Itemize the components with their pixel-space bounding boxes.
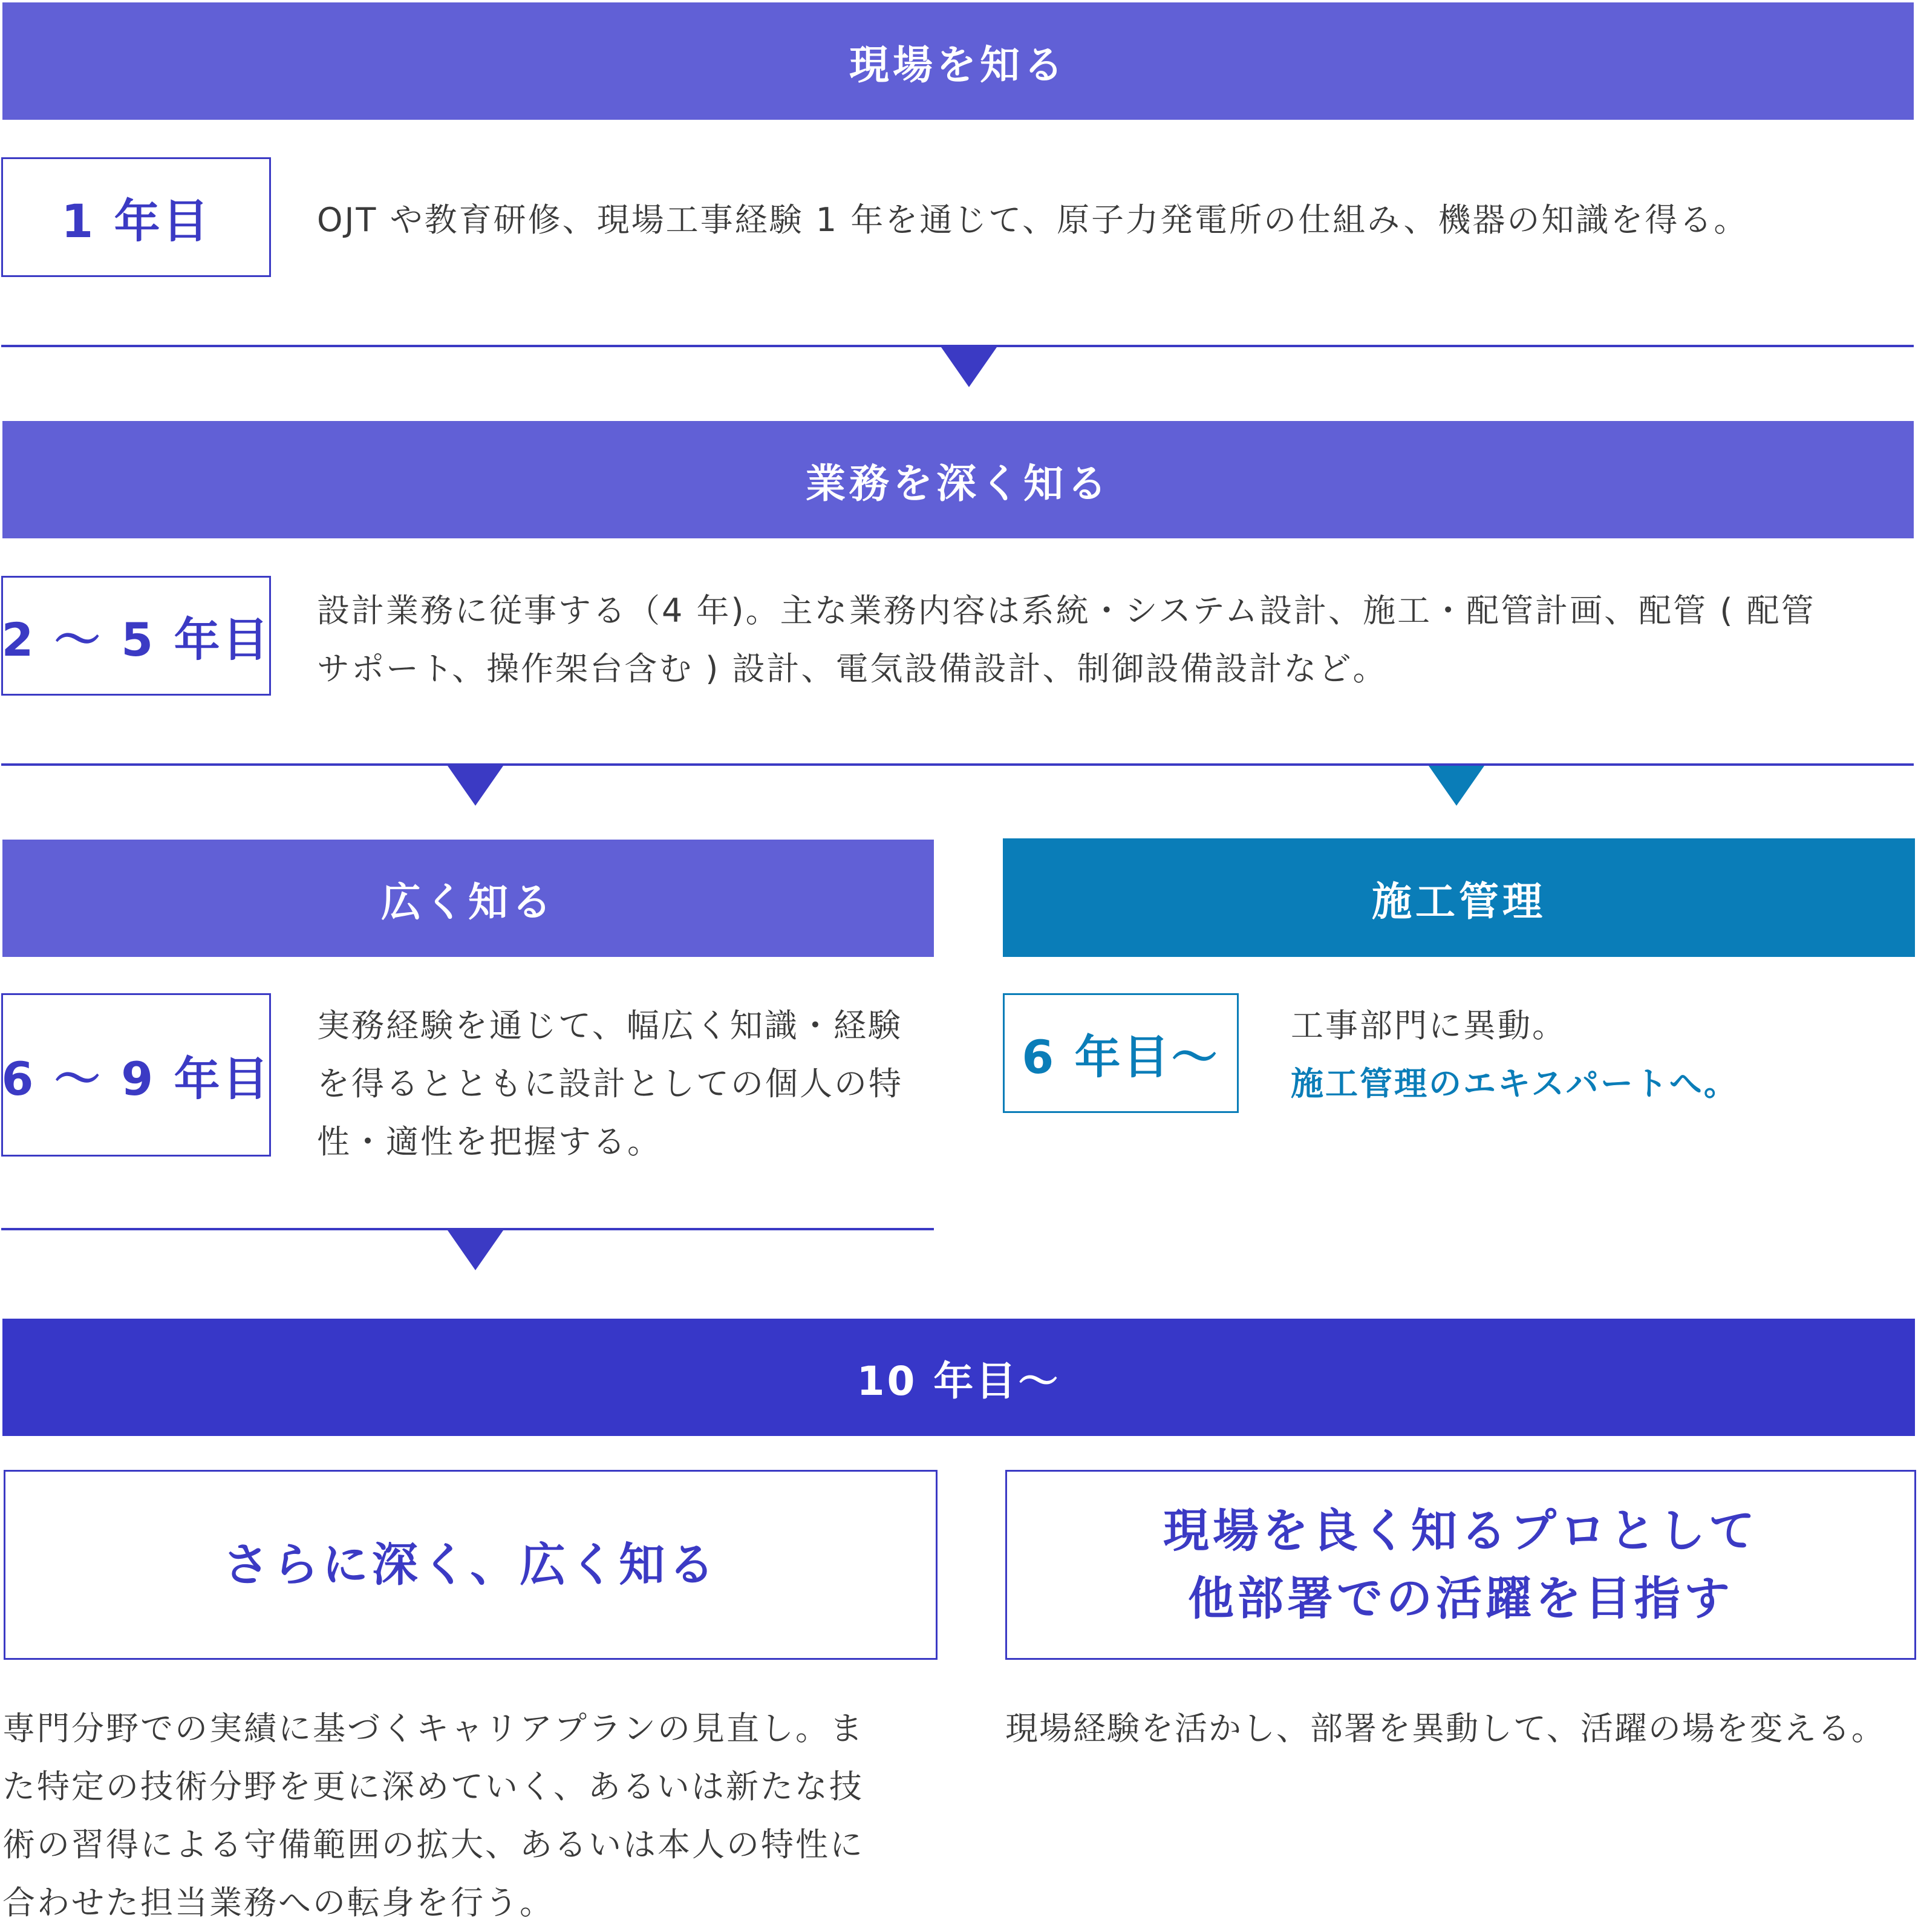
stage1-year: 1 年目 [61, 194, 211, 248]
stage4-left-desc-line4: 合わせた担当業務への転身を行う。 [2, 1884, 554, 1922]
stage2-title: 業務を深く知る [806, 460, 1111, 507]
stage4-right-description: 現場経験を活かし、部署を異動して、活躍の場を変える。 [1005, 1709, 1885, 1748]
stage2-desc-line1: 設計業務に従事する（4 年)。主な業務内容は系統・システム設計、施工・配管計画、配管 ( 配管 [317, 592, 1816, 630]
stage4-left-goal-box [4, 1470, 938, 1660]
stage3-left-year: 6 〜 9 年目 [1, 1051, 271, 1106]
stage4-banner [2, 1319, 1915, 1436]
stage4-left-goal: さらに深く、広く知る [223, 1538, 719, 1591]
down-arrow-1 [941, 347, 997, 387]
stage3-right-year-box [1003, 993, 1239, 1113]
stage3-left-title: 広く知る [381, 878, 555, 925]
stage3-right-banner [1003, 838, 1915, 957]
stage1-year-box [1, 157, 271, 277]
down-arrow-3 [448, 1230, 503, 1270]
stage3-right-title: 施工管理 [1372, 878, 1546, 925]
stage4-right-goal-line2: 他部署での活躍を目指す [1188, 1571, 1733, 1625]
down-arrow-2-left [448, 766, 503, 806]
stage3-left-description [317, 997, 940, 1171]
stage1-description: OJT や教育研修、現場工事経験 1 年を通じて、原子力発電所の仕組み、機器の知識を得る。 [317, 201, 1749, 239]
stage3-left-year-box [1, 993, 271, 1157]
stage3-right-year: 6 年目〜 [1022, 1030, 1220, 1084]
stage3-left-desc-line1: 実務経験を通じて、幅広く知識・経験 [317, 1007, 902, 1045]
stage3-left-banner [2, 840, 934, 957]
stage2-description [317, 582, 1908, 698]
down-arrow-2-right [1429, 766, 1484, 806]
divider-2 [1, 763, 1914, 766]
stage4-left-desc-line1: 専門分野での実績に基づくキャリアプランの見直し。ま [2, 1709, 864, 1748]
stage2-year-box [1, 576, 271, 696]
stage1-title: 現場を知る [849, 41, 1067, 88]
stage2-banner [2, 421, 1914, 538]
stage4-left-desc-line2: た特定の技術分野を更に深めていく、あるいは新たな技 [2, 1767, 864, 1806]
stage3-left-desc-line2: を得るとともに設計としての個人の特 [317, 1065, 903, 1103]
stage2-desc-line2: サポート、操作架台含む ) 設計、電気設備設計、制御設備設計など。 [317, 650, 1388, 688]
stage2-year: 2 〜 5 年目 [1, 612, 271, 667]
stage4-title: 10 年目〜 [856, 1357, 1061, 1405]
stage3-left-desc-line3: 性・適性を把握する。 [317, 1123, 662, 1161]
stage3-right-desc-line1: 工事部門に異動。 [1291, 1007, 1567, 1045]
stage4-left-desc-line3: 術の習得による守備範囲の拡大、あるいは本人の特性に [2, 1826, 864, 1864]
stage4-right-goal-box [1005, 1470, 1916, 1660]
stage4-left-description [2, 1700, 946, 1932]
stage1-banner [2, 2, 1914, 120]
stage3-right-description [1291, 997, 1896, 1113]
stage4-right-goal-line1: 現場を良く知るプロとして [1163, 1504, 1758, 1558]
stage3-right-desc-line2: 施工管理のエキスパートへ。 [1291, 1065, 1738, 1103]
